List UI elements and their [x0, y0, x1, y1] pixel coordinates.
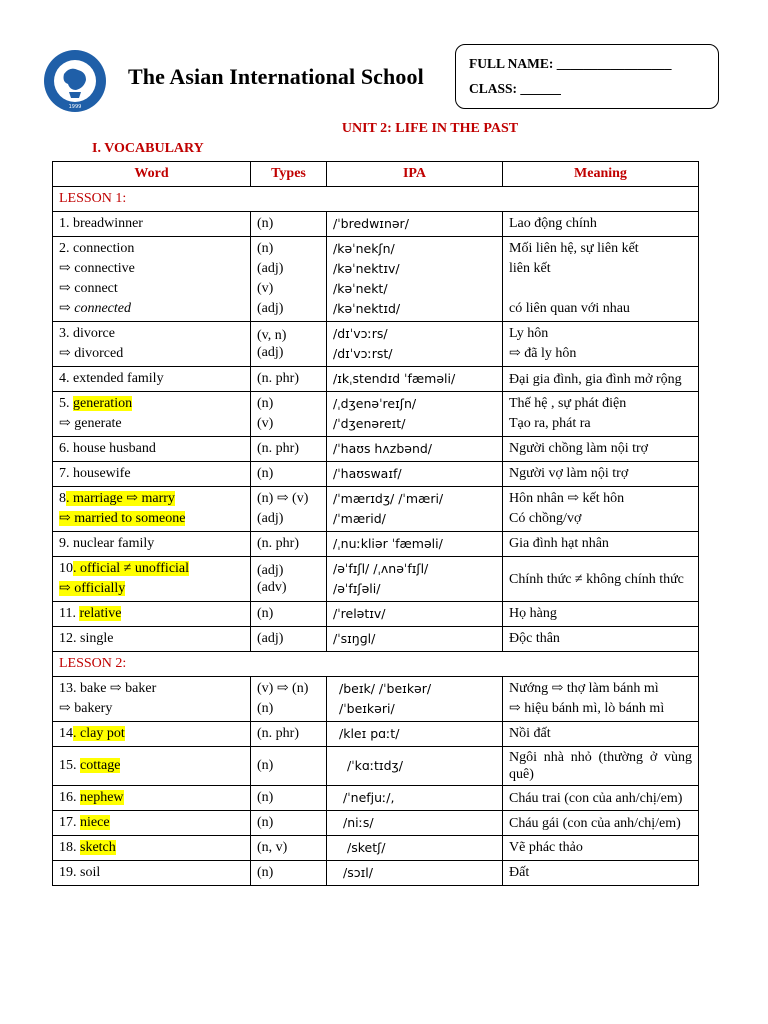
word-number: 5.: [59, 396, 73, 411]
meaning-line: ⇨ đã ly hôn: [509, 346, 577, 361]
lesson-row: [53, 187, 699, 212]
meaning-cell: [503, 677, 699, 722]
word-cell: [53, 747, 251, 786]
type-cell: (n. phr): [251, 367, 327, 392]
meaning-line: Tạo ra, phát ra: [509, 416, 591, 431]
type-cell: [251, 322, 327, 367]
meaning-cell: Độc thân: [503, 627, 699, 652]
type-cell: [251, 557, 327, 602]
ipa-cell: /sɔɪl/: [327, 861, 503, 886]
word-number: 16.: [59, 790, 80, 805]
ipa-line: /kəˈnektɪv/: [333, 261, 400, 276]
type-line: (v): [257, 281, 274, 296]
word-line: [59, 394, 244, 414]
section-title: I. VOCABULARY: [92, 141, 204, 156]
type-cell: [251, 392, 327, 437]
class-field[interactable]: CLASS: ______: [469, 81, 561, 96]
ipa-cell: [327, 557, 503, 602]
word-number: 8: [59, 491, 66, 506]
word-number: 17.: [59, 815, 80, 830]
ipa-line: /ˈmærɪdʒ/ /ˈmæri/: [333, 491, 444, 506]
type-cell: (n. phr): [251, 532, 327, 557]
type-cell: (n): [251, 811, 327, 836]
highlighted-word: sketch: [80, 840, 116, 855]
table-row: [53, 532, 699, 557]
ipa-line: /dɪˈvɔːrs/: [333, 326, 388, 341]
meaning-cell: [503, 487, 699, 532]
ipa-cell: /ˈnefjuː/,: [327, 786, 503, 811]
ipa-cell: [327, 677, 503, 722]
table-row: [53, 212, 699, 237]
meaning-cell: Lao động chính: [503, 212, 699, 237]
ipa-line: /dɪˈvɔːrst/: [333, 346, 393, 361]
word-number: 11.: [59, 606, 80, 621]
col-header-types: Types: [251, 162, 327, 187]
meaning-cell: Gia đình hạt nhân: [503, 532, 699, 557]
meaning-cell: [503, 322, 699, 367]
ipa-line: /beɪk/ /ˈbeɪkər/: [339, 681, 432, 696]
word-cell: [53, 557, 251, 602]
word-cell: [53, 322, 251, 367]
ipa-cell: /ˌnuːkliər ˈfæməli/: [327, 532, 503, 557]
table-row: [53, 557, 699, 602]
type-cell: (n): [251, 747, 327, 786]
word-cell: [53, 392, 251, 437]
word-line: ⇨ connected: [59, 301, 131, 316]
word-line: ⇨ connective: [59, 261, 135, 276]
word-cell: [53, 237, 251, 322]
table-row: [53, 627, 699, 652]
vocabulary-table: [52, 161, 699, 886]
word-line: [59, 509, 244, 529]
word-line: ⇨ bakery: [59, 701, 113, 716]
meaning-line: Hôn nhân ⇨ kết hôn: [509, 491, 625, 506]
word-cell: [53, 602, 251, 627]
word-cell: [53, 811, 251, 836]
ipa-cell: /ˈhaʊs hʌzbənd/: [327, 437, 503, 462]
type-line: (adj): [257, 345, 284, 360]
meaning-cell: [503, 392, 699, 437]
table-row: [53, 747, 699, 786]
word-line: [59, 489, 244, 509]
table-row: [53, 322, 699, 367]
meaning-cell: Chính thức ≠ không chính thức: [503, 557, 699, 602]
ipa-line: /kəˈnektɪd/: [333, 301, 401, 316]
table-row: [53, 811, 699, 836]
highlighted-word: . official ≠ unofficial: [73, 561, 190, 576]
table-row: [53, 836, 699, 861]
type-line: (adj): [257, 301, 284, 316]
meaning-line: Thế hệ , sự phát điện: [509, 396, 627, 411]
highlighted-word: . marriage ⇨ marry: [66, 491, 175, 506]
type-line: (adj): [257, 563, 284, 578]
word-line: 3. divorce: [59, 326, 115, 341]
ipa-line: /ˈbeɪkəri/: [339, 701, 395, 716]
school-name: The Asian International School: [128, 64, 424, 89]
meaning-line: Nướng ⇨ thợ làm bánh mì: [509, 681, 659, 696]
ipa-cell: /ɪkˌstendɪd ˈfæməli/: [327, 367, 503, 392]
table-row: [53, 237, 699, 322]
word-number: 14: [59, 726, 73, 741]
meaning-cell: Ngôi nhà nhỏ (thường ở vùng quê): [503, 747, 699, 786]
meaning-cell: Họ hàng: [503, 602, 699, 627]
logo-year: 1999: [68, 104, 82, 110]
table-row: [53, 437, 699, 462]
ipa-line: /əˈfɪʃl/ /ˌʌnəˈfɪʃl/: [333, 561, 429, 576]
lesson-label: LESSON 1:: [53, 187, 699, 212]
type-cell: [251, 677, 327, 722]
meaning-line: ⇨ hiệu bánh mì, lò bánh mì: [509, 701, 665, 716]
table-row: [53, 677, 699, 722]
highlighted-word: nephew: [80, 790, 124, 805]
ipa-cell: /ˈhaʊswaɪf/: [327, 462, 503, 487]
type-line: (v): [257, 416, 274, 431]
word-line: [59, 579, 244, 599]
highlighted-word: niece: [80, 815, 110, 830]
type-cell: (n): [251, 861, 327, 886]
ipa-line: /ˈdʒenəreɪt/: [333, 416, 406, 431]
ipa-line: /ˌdʒenəˈreɪʃn/: [333, 396, 417, 411]
student-info-box: [455, 44, 719, 109]
word-line: ⇨ connect: [59, 281, 118, 296]
word-line: 13. bake ⇨ baker: [59, 681, 157, 696]
ipa-line: /ˈmærid/: [333, 511, 386, 526]
word-cell: [53, 786, 251, 811]
table-row: [53, 487, 699, 532]
type-cell: (n): [251, 602, 327, 627]
type-line: (n): [257, 396, 274, 411]
type-line: (adj): [257, 261, 284, 276]
meaning-cell: Cháu trai (con của anh/chị/em): [503, 786, 699, 811]
meaning-line: Ly hôn: [509, 326, 549, 341]
ipa-cell: /kleɪ pɑːt/: [327, 722, 503, 747]
type-line: (n) ⇨ (v): [257, 491, 309, 506]
highlighted-word: generation: [73, 396, 133, 411]
word-cell: [53, 722, 251, 747]
ipa-cell: /ˈbredwɪnər/: [327, 212, 503, 237]
meaning-line: Mối liên hệ, sự liên kết: [509, 241, 639, 256]
ipa-cell: [327, 322, 503, 367]
ipa-line: /əˈfɪʃəli/: [333, 581, 381, 596]
type-line: (n): [257, 701, 274, 716]
word-cell: 19. soil: [53, 861, 251, 886]
col-header-meaning: Meaning: [503, 162, 699, 187]
col-header-word: Word: [53, 162, 251, 187]
word-line: [59, 559, 244, 579]
meaning-cell: Nồi đất: [503, 722, 699, 747]
meaning-cell: [503, 237, 699, 322]
table-row: [53, 861, 699, 886]
lesson-label: LESSON 2:: [53, 652, 699, 677]
school-logo: [42, 48, 108, 114]
table-row: [53, 392, 699, 437]
type-cell: (n. phr): [251, 722, 327, 747]
type-cell: (adj): [251, 627, 327, 652]
ipa-line: /kəˈnekt/: [333, 281, 388, 296]
meaning-cell: Cháu gái (con của anh/chị/em): [503, 811, 699, 836]
type-cell: [251, 487, 327, 532]
table-row: [53, 367, 699, 392]
highlighted-word: ⇨ officially: [59, 581, 126, 596]
type-line: (adv): [257, 580, 287, 595]
meaning-cell: Đất: [503, 861, 699, 886]
highlighted-word: ⇨ married to someone: [59, 511, 186, 526]
type-line: (n): [257, 241, 274, 256]
word-cell: 4. extended family: [53, 367, 251, 392]
meaning-cell: Người vợ làm nội trợ: [503, 462, 699, 487]
col-header-ipa: IPA: [327, 162, 503, 187]
word-cell: 6. house husband: [53, 437, 251, 462]
meaning-cell: Đại gia đình, gia đình mở rộng: [503, 367, 699, 392]
meaning-cell: Người chồng làm nội trợ: [503, 437, 699, 462]
word-cell: 1. breadwinner: [53, 212, 251, 237]
word-number: 18.: [59, 840, 80, 855]
word-cell: 9. nuclear family: [53, 532, 251, 557]
word-line: 2. connection: [59, 241, 135, 256]
table-row: [53, 462, 699, 487]
ipa-cell: /niːs/: [327, 811, 503, 836]
type-line: (v) ⇨ (n): [257, 681, 309, 696]
word-number: 10: [59, 561, 73, 576]
ipa-cell: [327, 237, 503, 322]
highlighted-word: relative: [79, 606, 122, 621]
highlighted-word: . clay pot: [73, 726, 125, 741]
word-cell: [53, 677, 251, 722]
type-line: (v, n): [257, 328, 287, 343]
word-line: ⇨ divorced: [59, 346, 124, 361]
word-line: ⇨ generate: [59, 416, 122, 431]
type-line: (adj): [257, 511, 284, 526]
word-number: 15.: [59, 758, 80, 773]
type-cell: (n): [251, 462, 327, 487]
table-row: [53, 786, 699, 811]
ipa-cell: /ˈsɪŋɡl/: [327, 627, 503, 652]
lesson-row: [53, 652, 699, 677]
table-row: [53, 602, 699, 627]
meaning-cell: Vẽ phác thảo: [503, 836, 699, 861]
ipa-cell: [327, 392, 503, 437]
type-cell: (n, v): [251, 836, 327, 861]
meaning-line: có liên quan với nhau: [509, 301, 630, 316]
highlighted-word: cottage: [80, 758, 121, 773]
type-cell: (n): [251, 786, 327, 811]
ipa-line: /kəˈnekʃn/: [333, 241, 395, 256]
table-row: [53, 722, 699, 747]
ipa-cell: /sketʃ/: [327, 836, 503, 861]
word-cell: [53, 487, 251, 532]
word-cell: [53, 836, 251, 861]
meaning-line: Có chồng/vợ: [509, 511, 582, 526]
type-cell: (n): [251, 212, 327, 237]
meaning-line: liên kết: [509, 261, 551, 276]
ipa-cell: /ˈkɑːtɪdʒ/: [327, 747, 503, 786]
unit-title: UNIT 2: LIFE IN THE PAST: [341, 121, 519, 136]
word-cell: 12. single: [53, 627, 251, 652]
type-cell: [251, 237, 327, 322]
table-header-row: [53, 162, 699, 187]
ipa-cell: [327, 487, 503, 532]
ipa-cell: /ˈrelətɪv/: [327, 602, 503, 627]
full-name-field[interactable]: FULL NAME: _________________: [469, 56, 672, 71]
word-cell: 7. housewife: [53, 462, 251, 487]
type-cell: (n. phr): [251, 437, 327, 462]
